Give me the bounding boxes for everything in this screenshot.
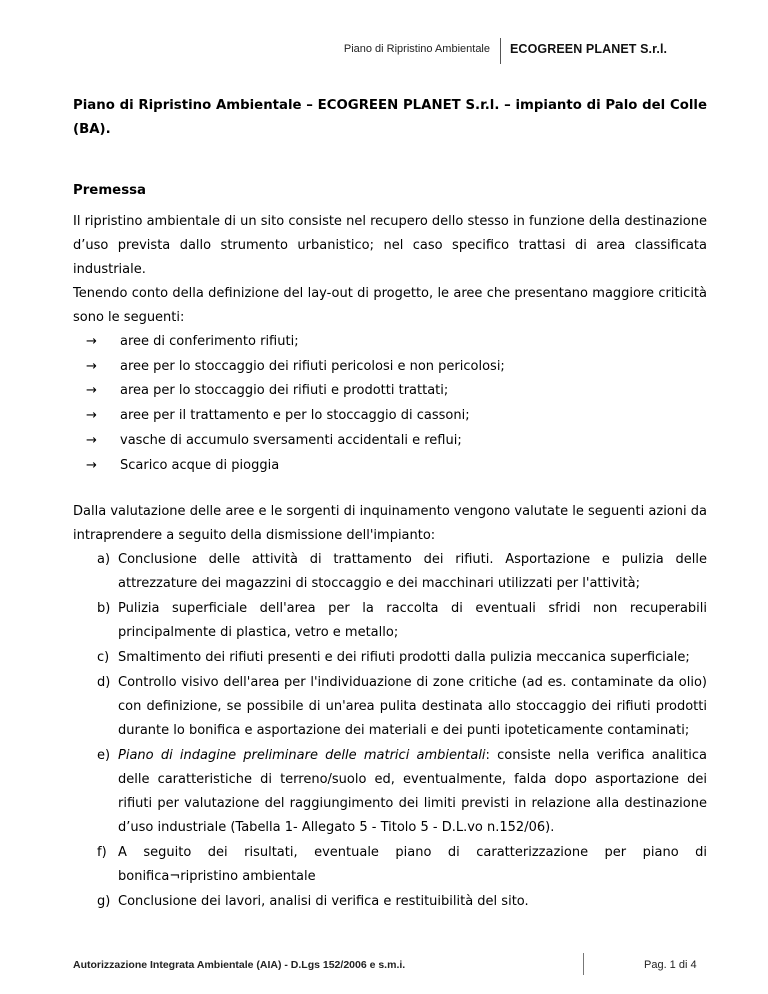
action-item-c: c) Smaltimento dei rifiuti presenti e dei rifiuti prodotti dalla pulizia meccanica superficiale;: [97, 650, 690, 666]
header-divider: [500, 38, 501, 64]
header-doc-title: Piano di Ripristino Ambientale: [343, 43, 490, 55]
action-e-italic-title: Piano di indagine preliminare delle matrici ambientali: [118, 748, 486, 764]
action-item-a: a) Conclusione delle attività di trattamento dei rifiuti. Asportazione e pulizia delle attrezzature dei magazzini di stoccaggio e dei macchinari utilizzati per l'attività;: [97, 552, 707, 592]
paragraph-actions-intro: Dalla valutazione delle aree e le sorgenti di inquinamento vengono valutate le seguenti azioni da intraprendere a seguito della dismissione dell'impianto:: [73, 504, 707, 544]
arrow-bullet-icon: →: [86, 383, 97, 399]
list-item: → area per lo stoccaggio dei rifiuti e prodotti trattati;: [73, 379, 707, 404]
document-title: Piano di Ripristino Ambientale – ECOGREEN PLANET S.r.l. – impianto di Palo del Colle (BA).: [73, 98, 707, 137]
arrow-bullet-icon: →: [86, 457, 97, 473]
action-item-d: d) Controllo visivo dell'area per l'individuazione di zone critiche (ad es. contaminate da olio) con definizione, se possibile di un'area pulita destinata allo stoccaggio dei rifiuti prodotti durante lo bonifica e asportazione dei materiali e dei punti ipoteticamente contaminati;: [97, 675, 707, 739]
list-item: → aree di conferimento rifiuti;: [73, 330, 707, 355]
header-company: ECOGREEN PLANET S.r.l.: [510, 42, 668, 56]
action-item-f: f) A seguito dei risultati, eventuale piano di caratterizzazione per piano di bonifica¬ripristino ambientale: [97, 845, 707, 885]
critical-areas-list: [73, 330, 707, 478]
footer-divider: [583, 953, 584, 975]
page-footer: [0, 953, 768, 979]
list-item: → aree per lo stoccaggio dei rifiuti pericolosi e non pericolosi;: [73, 355, 707, 380]
page-number: Pag. 1 di 4: [644, 959, 697, 971]
arrow-bullet-icon: →: [86, 432, 97, 448]
list-item: → vasche di accumulo sversamenti accidentali e reflui;: [73, 429, 707, 454]
arrow-bullet-icon: →: [86, 358, 97, 374]
action-item-b: b) Pulizia superficiale dell'area per la raccolta di eventuali sfridi non recuperabili principalmente di plastica, vetro e metallo;: [97, 601, 707, 641]
actions-list: [73, 548, 707, 914]
section-heading-premessa: Premessa: [73, 183, 146, 198]
footer-regulation: Autorizzazione Integrata Ambientale (AIA) - D.Lgs 152/2006 e s.m.i.: [73, 959, 406, 971]
page-header: [0, 38, 768, 64]
list-item: → aree per il trattamento e per lo stoccaggio di cassoni;: [73, 404, 707, 429]
paragraph-intro: Il ripristino ambientale di un sito consiste nel recupero dello stesso in funzione della destinazione d’uso prevista dallo strumento urbanistico; nel caso specifico trattasi di area classificata industriale.: [73, 214, 707, 277]
list-item: → Scarico acque di pioggia: [73, 454, 707, 479]
arrow-bullet-icon: →: [86, 408, 97, 424]
action-item-g: g) Conclusione dei lavori, analisi di verifica e restituibilità del sito.: [97, 894, 529, 910]
action-item-e: e) Piano di indagine preliminare delle matrici ambientali: consiste nella verifica analitica delle caratteristiche di terreno/suolo ed, eventualmente, falda dopo asportazione dei rifiuti per valutazione del raggiungimento dei limiti previsti in relazione alla destinazione d’uso industriale (Tabella 1- Allegato 5 - Titolo 5 - D.L.vo n.152/06).: [97, 748, 707, 836]
paragraph-criticality: Tenendo conto della definizione del lay-out di progetto, le aree che presentano maggiore criticità sono le seguenti:: [73, 286, 707, 325]
arrow-bullet-icon: →: [86, 334, 97, 349]
document-body: [73, 94, 707, 915]
